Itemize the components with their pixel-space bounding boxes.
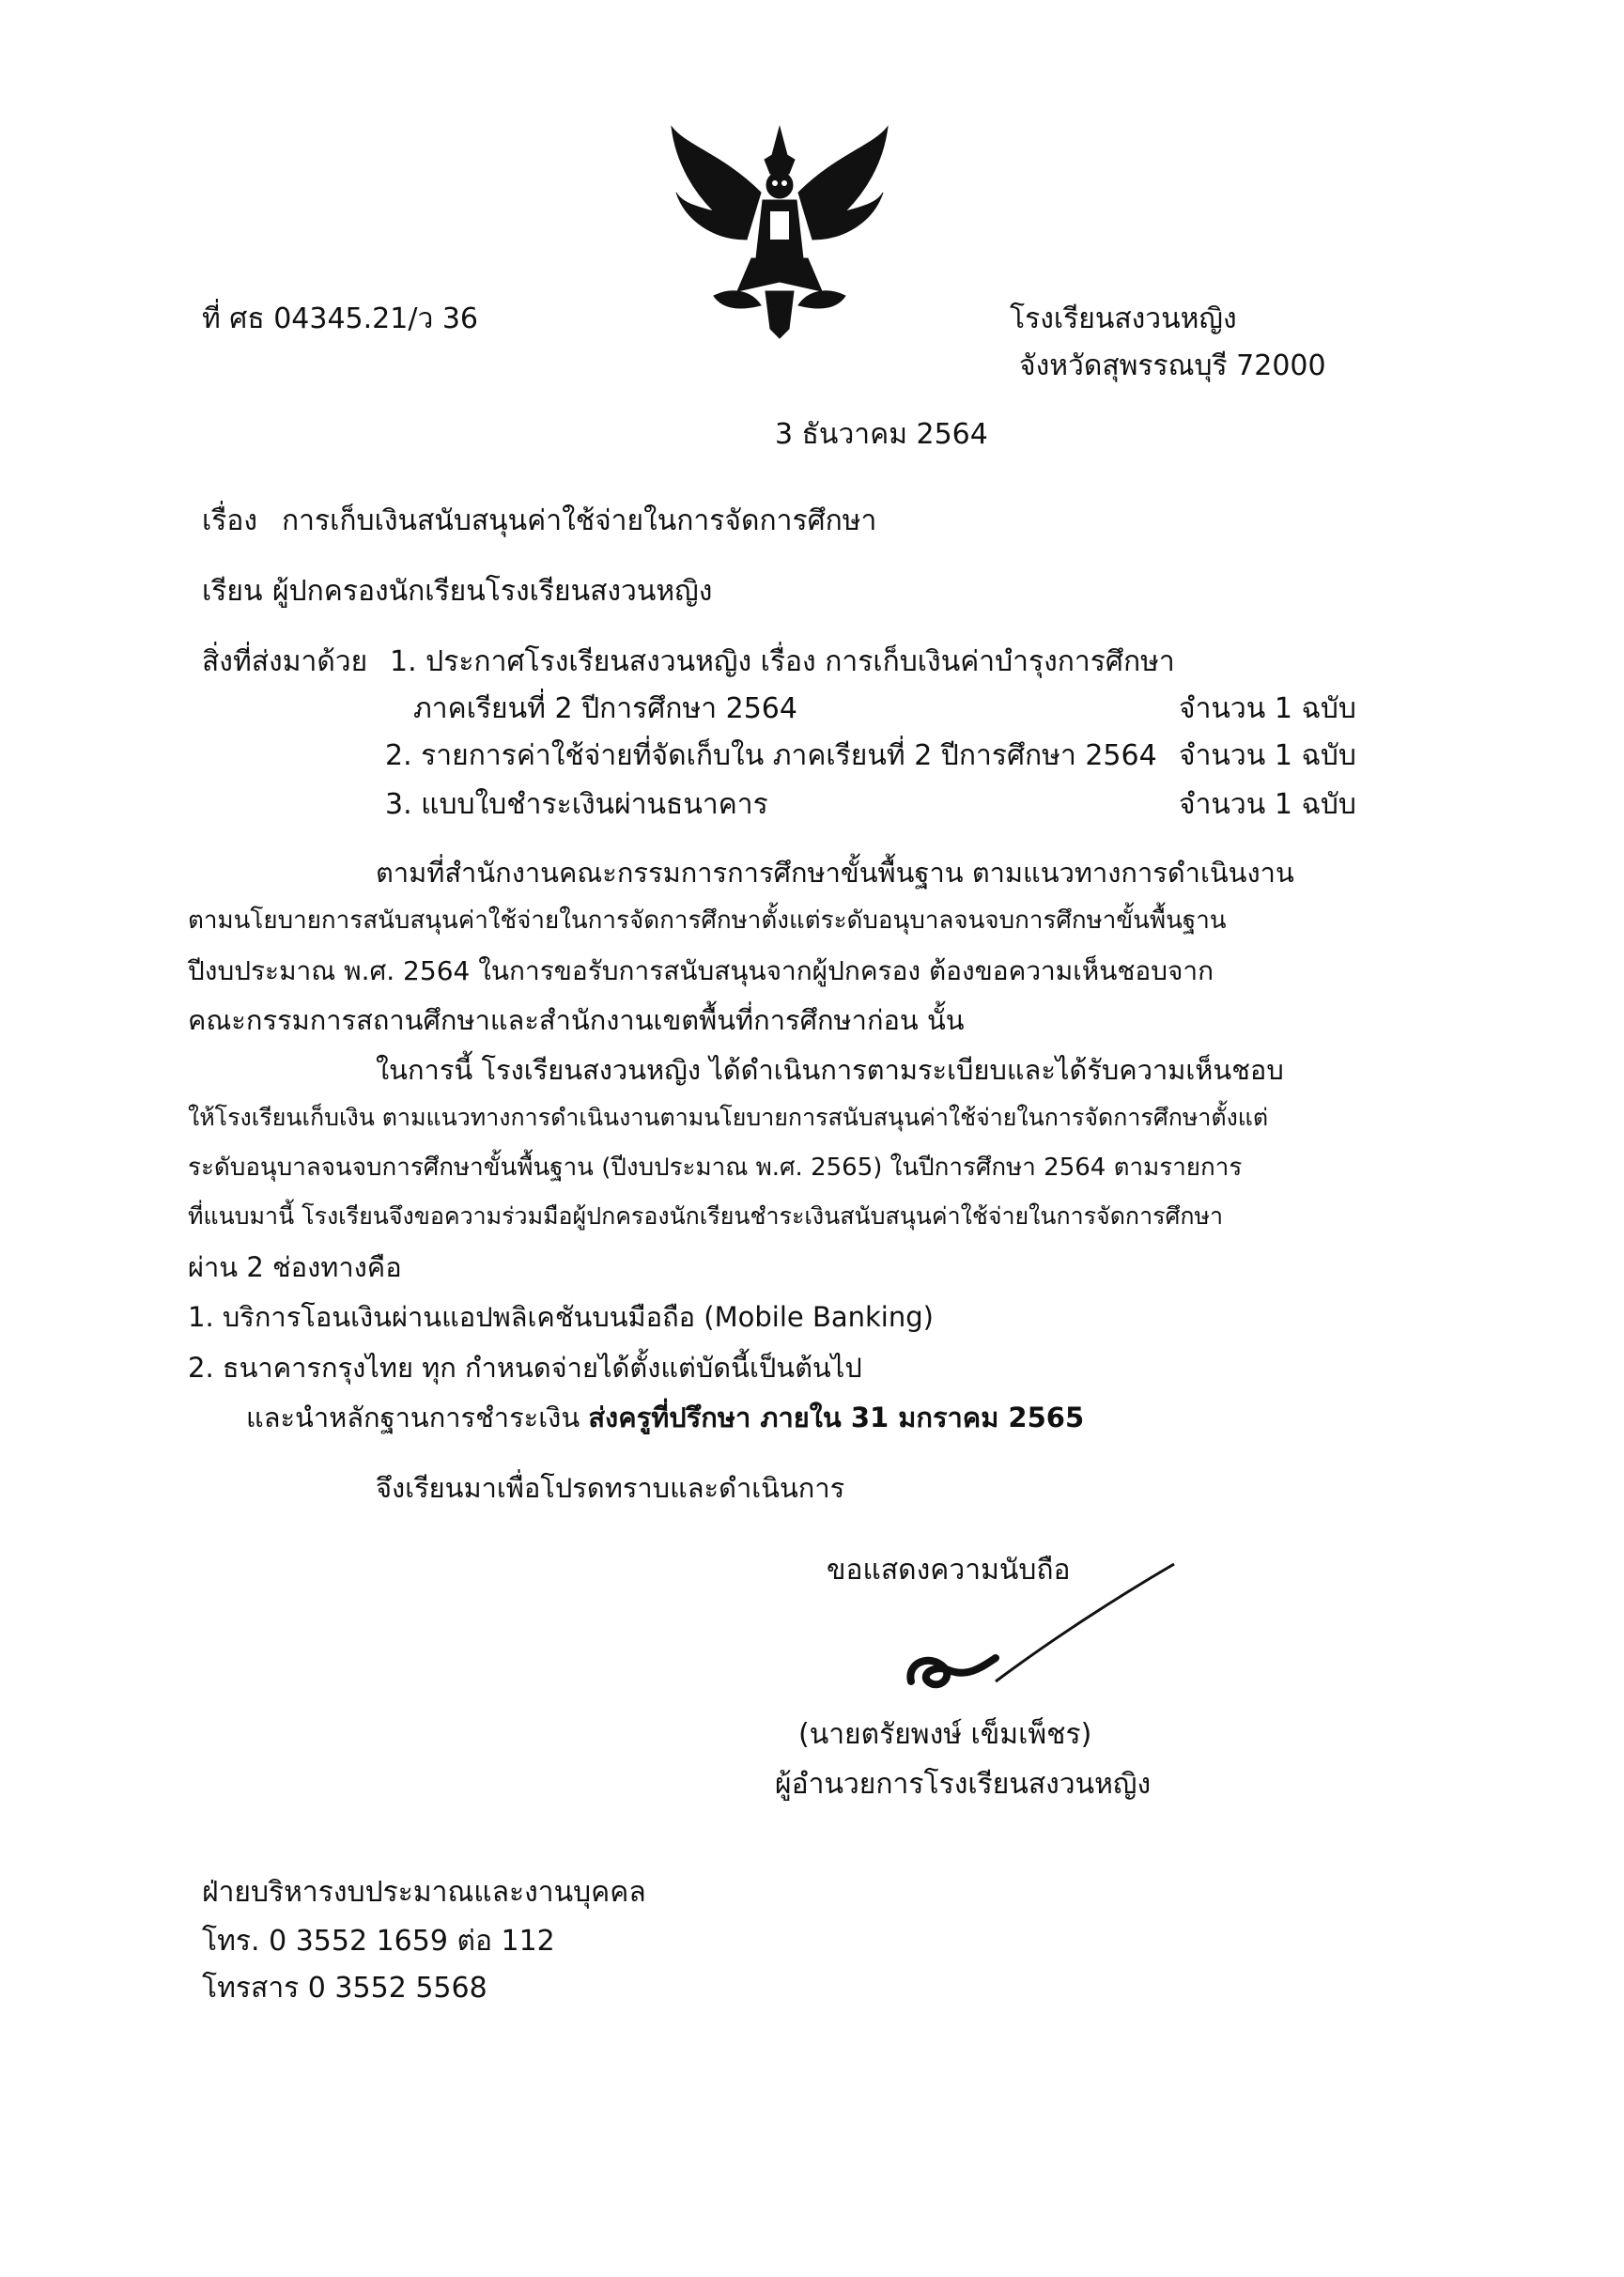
enclosure-item-1: 1. ประกาศโรงเรียนสงวนหญิง เรื่อง การเก็บเงินค่าบำรุงการศึกษา <box>390 645 1175 678</box>
organization-name: โรงเรียนสงวนหญิง <box>1010 302 1237 335</box>
evidence-instruction <box>246 1404 1084 1432</box>
enclosure-item-3-qty: จำนวน 1 ฉบับ <box>1179 788 1356 821</box>
recipient-text: ผู้ปกครองนักเรียนโรงเรียนสงวนหญิง <box>272 575 713 608</box>
enclosure-item-2: 2. รายการค่าใช้จ่ายที่จัดเก็บใน ภาคเรียนที่ 2 ปีการศึกษา 2564 <box>385 739 1157 772</box>
paragraph-2-line-4: ที่แนบมานี้ โรงเรียนจึงขอความร่วมมือผู้ปกครองนักเรียนชำระเงินสนับสนุนค่าใช้จ่ายในการจัดการศึกษา <box>188 1202 1224 1230</box>
subject-label: เรื่อง <box>202 504 258 537</box>
signature-icon <box>892 1550 1183 1700</box>
enclosure-item-1-cont: ภาคเรียนที่ 2 ปีการศึกษา 2564 <box>413 692 797 725</box>
paragraph-1-line-3: ปีงบประมาณ พ.ศ. 2564 ในการขอรับการสนับสนุนจากผู้ปกครอง ต้องขอความเห็นชอบจาก <box>188 955 1214 986</box>
paragraph-1-line-4: คณะกรรมการสถานศึกษาและสำนักงานเขตพื้นที่การศึกษาก่อน นั้น <box>188 1004 965 1036</box>
regards-text: ขอแสดงความนับถือ <box>827 1554 1071 1587</box>
organization-address: จังหวัดสุพรรณบุรี 72000 <box>1019 349 1326 382</box>
signer-title: ผู้อำนวยการโรงเรียนสงวนหญิง <box>775 1768 1152 1801</box>
paragraph-1-line-2: ตามนโยบายการสนับสนุนค่าใช้จ่ายในการจัดการศึกษาตั้งแต่ระดับอนุบาลจนจบการศึกษาขั้นพื้นฐาน <box>188 906 1227 935</box>
paragraph-1-line-1: ตามที่สำนักงานคณะกรรมการการศึกษาขั้นพื้นฐาน ตามแนวทางการดำเนินงาน <box>376 857 1294 889</box>
paragraph-2-line-3: ระดับอนุบาลจนจบการศึกษาขั้นพื้นฐาน (ปีงบประมาณ พ.ศ. 2565) ในปีการศึกษา 2564 ตามรายการ <box>188 1154 1243 1182</box>
subject-text: การเก็บเงินสนับสนุนค่าใช้จ่ายในการจัดการศึกษา <box>282 504 877 537</box>
enclosure-item-1-qty: จำนวน 1 ฉบับ <box>1179 692 1356 725</box>
enclosure-item-2-qty: จำนวน 1 ฉบับ <box>1179 739 1356 772</box>
recipient-label: เรียน <box>202 575 263 608</box>
evidence-deadline: ส่งครูที่ปรึกษา ภายใน 31 มกราคม 2565 <box>588 1402 1085 1433</box>
footer-telephone: โทร. 0 3552 1659 ต่อ 112 <box>202 1925 555 1958</box>
footer-fax: โทรสาร 0 3552 5568 <box>202 1972 487 2005</box>
document-date: 3 ธันวาคม 2564 <box>775 418 988 451</box>
garuda-emblem-icon <box>657 117 902 343</box>
reference-number: ที่ ศธ 04345.21/ว 36 <box>202 302 479 335</box>
enclosures-label: สิ่งที่ส่งมาด้วย <box>202 645 368 678</box>
closing-request: จึงเรียนมาเพื่อโปรดทราบและดำเนินการ <box>376 1472 845 1504</box>
payment-channel-1: 1. บริการโอนเงินผ่านแอปพลิเคชันบนมือถือ (Mobile Banking) <box>188 1301 934 1333</box>
paragraph-2-line-1: ในการนี้ โรงเรียนสงวนหญิง ได้ดำเนินการตามระเบียบและได้รับความเห็นชอบ <box>376 1054 1284 1086</box>
signer-name: (นายตรัยพงษ์ เข็มเพ็ชร) <box>798 1718 1092 1751</box>
footer-department: ฝ่ายบริหารงบประมาณและงานบุคคล <box>202 1876 646 1909</box>
enclosure-item-3: 3. แบบใบชำระเงินผ่านธนาคาร <box>385 788 768 821</box>
paragraph-2-line-2: ให้โรงเรียนเก็บเงิน ตามแนวทางการดำเนินงานตามนโยบายการสนับสนุนค่าใช้จ่ายในการจัดการศึกษาตั้งแต่ <box>188 1104 1269 1131</box>
paragraph-2-line-5: ผ่าน 2 ช่องทางคือ <box>188 1251 402 1283</box>
payment-channel-2: 2. ธนาคารกรุงไทย ทุก กำหนดจ่ายได้ตั้งแต่บัดนี้เป็นต้นไป <box>188 1352 862 1384</box>
evidence-prefix: และนำหลักฐานการชำระเงิน <box>246 1402 589 1433</box>
